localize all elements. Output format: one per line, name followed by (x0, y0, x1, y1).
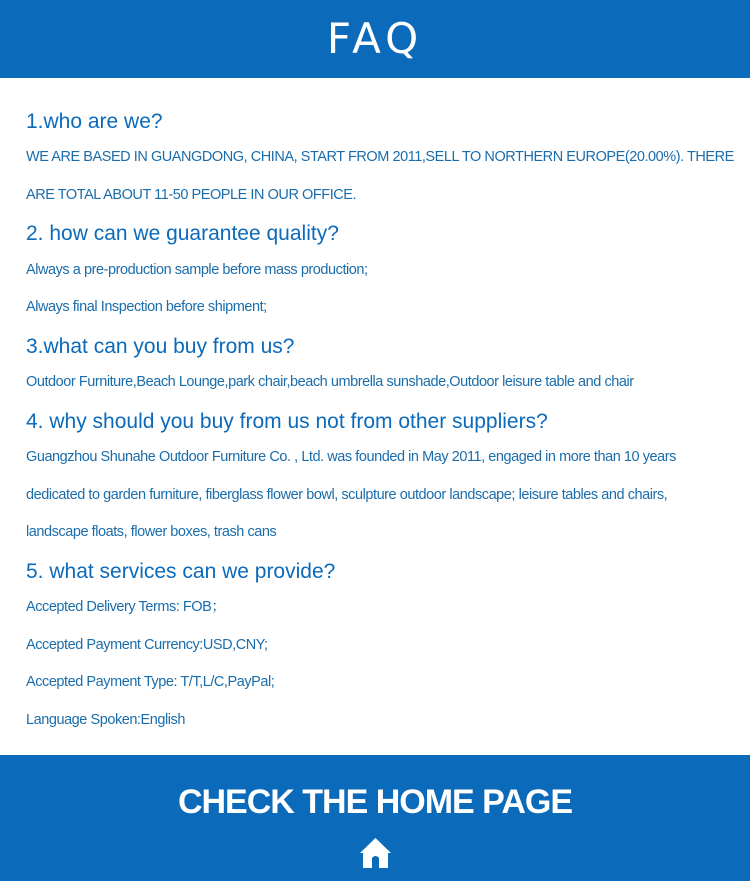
faq-answer-5-line-3: Accepted Payment Type: T/T,L/C,PayPal; (26, 674, 275, 690)
faq-content (26, 78, 734, 754)
faq-answer-2-line-1: Always a pre-production sample before mass production; (26, 262, 368, 278)
faq-answer-4-line-3: landscape floats, flower boxes, trash cans (26, 524, 277, 540)
page-title: FAQ (326, 14, 424, 63)
faq-question-1: 1.who are we? (26, 110, 163, 133)
faq-question-5: 5. what services can we provide? (26, 560, 336, 583)
faq-question-4: 4. why should you buy from us not from other suppliers? (26, 410, 548, 433)
faq-answer-5-line-1: Accepted Delivery Terms: FOB； (26, 599, 226, 615)
faq-answer-1-line-1: WE ARE BASED IN GUANGDONG, CHINA, START FROM 2011,SELL TO NORTHERN EUROPE(20.00%). THERE (26, 149, 734, 165)
faq-answer-4-line-1: Guangzhou Shunahe Outdoor Furniture Co. , Ltd. was founded in May 2011, engaged in more than 10 years (26, 449, 676, 465)
faq-answer-4-line-2: dedicated to garden furniture, fiberglass flower bowl, sculpture outdoor landscape; leisure tables and chairs, (26, 487, 668, 503)
faq-question-2: 2. how can we guarantee quality? (26, 222, 339, 245)
faq-question-3: 3.what can you buy from us? (26, 335, 295, 358)
home-icon[interactable] (359, 837, 392, 869)
check-home-page-button[interactable]: CHECK THE HOME PAGE (177, 783, 573, 821)
faq-answer-5-line-2: Accepted Payment Currency:USD,CNY; (26, 637, 268, 653)
faq-answer-5-line-4: Language Spoken:English (26, 712, 185, 728)
faq-answer-1-line-2: ARE TOTAL ABOUT 11-50 PEOPLE IN OUR OFFICE. (26, 187, 357, 203)
faq-header-banner (0, 0, 750, 78)
home-page-banner[interactable] (0, 755, 750, 881)
faq-answer-2-line-2: Always final Inspection before shipment; (26, 299, 267, 315)
faq-answer-3-line-1: Outdoor Furniture,Beach Lounge,park chair,beach umbrella sunshade,Outdoor leisure table and chair (26, 374, 634, 390)
